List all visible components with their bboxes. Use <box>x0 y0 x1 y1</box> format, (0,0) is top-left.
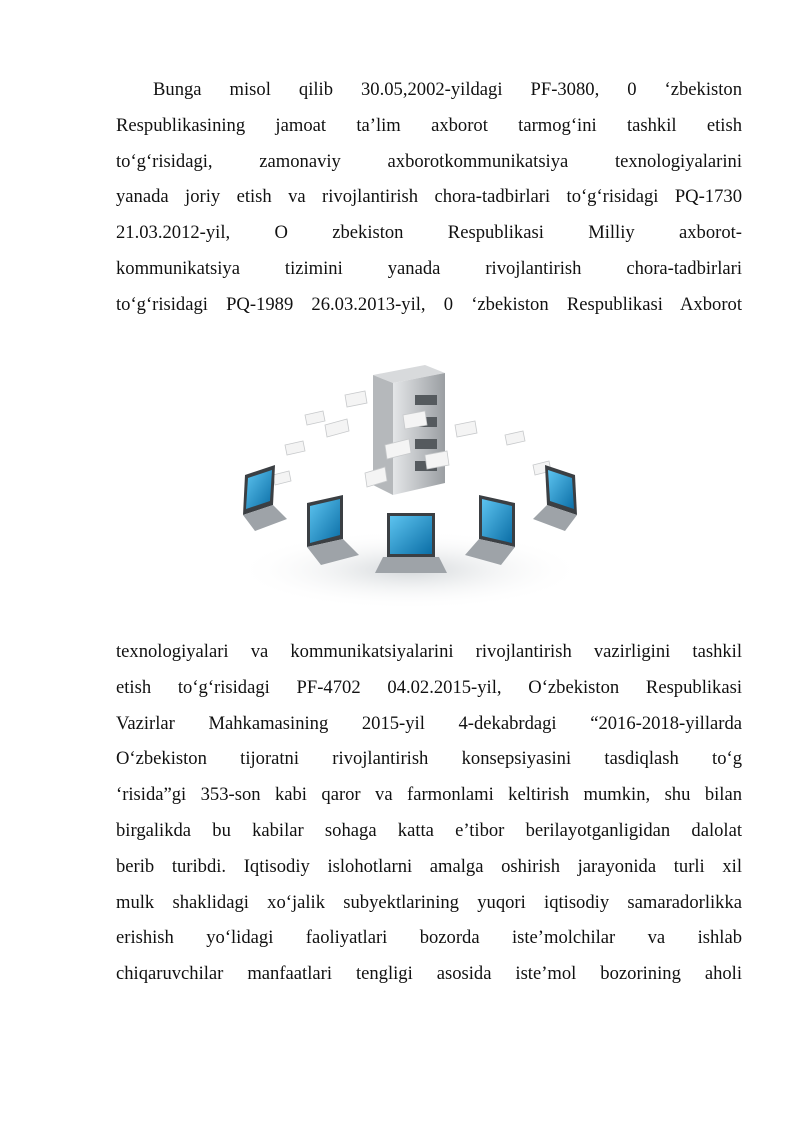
text-line: kommunikatsiya tizimini yanada rivojlantirish chora-tadbirlari <box>116 257 742 279</box>
text-line: ‘risida”gi 353-son kabi qaror va farmonlami keltirish mumkin, shu bilan <box>116 784 742 806</box>
text-line: 21.03.2012-yil, O zbekiston Respublikasi Milliy axborot- <box>116 222 742 244</box>
text-line: to‘g‘risidagi PQ-1989 26.03.2013-yil, 0 ‘zbekiston Respublikasi Axborot <box>116 293 742 315</box>
text-line: texnologiyalari va kommunikatsiyalarini rivojlantirish vazirligini tashkil <box>116 641 742 662</box>
paragraph-2 <box>116 634 742 992</box>
text-line: berib turibdi. Iqtisodiy islohotlarni amalga oshirish jarayonida turli xil <box>116 855 742 877</box>
network-server-laptops-icon <box>225 355 595 625</box>
laptop-icon <box>533 465 577 531</box>
text-line: chiqaruvchilar manfaatlari tengligi asosida iste’mol bozorining aholi <box>116 963 742 985</box>
text-line: Vazirlar Mahkamasining 2015-yil 4-dekabrdagi “2016-2018-yillarda <box>116 712 742 734</box>
text-line: O‘zbekiston tijoratni rivojlantirish konsepsiyasini tasdiqlash to‘g <box>116 748 742 770</box>
network-illustration <box>225 355 595 625</box>
text-line: Respublikasining jamoat ta’lim axborot tarmog‘ini tashkil etish <box>116 114 742 136</box>
text-line: Bunga misol qilib 30.05,2002-yildagi PF-3080, 0 ‘zbekiston <box>153 79 742 100</box>
text-line: yanada joriy etish va rivojlantirish chora-tadbirlari to‘g‘risidagi PQ-1730 <box>116 186 742 208</box>
text-line: erishish yo‘lidagi faoliyatlari bozorda iste’molchilar va ishlab <box>116 927 742 949</box>
text-line: to‘g‘risidagi, zamonaviy axborotkommunikatsiya texnologiyalarini <box>116 150 742 172</box>
laptop-icon <box>307 495 359 565</box>
text-line: mulk shaklidagi xo‘jalik subyektlarining yuqori iqtisodiy samaradorlikka <box>116 891 742 913</box>
text-line: etish to‘g‘risidagi PF-4702 04.02.2015-yil, O‘zbekiston Respublikasi <box>116 676 742 698</box>
text-line: birgalikda bu kabilar sohaga katta e’tibor berilayotganligidan dalolat <box>116 819 742 841</box>
laptop-icon <box>465 495 515 565</box>
paragraph-1 <box>116 72 742 323</box>
